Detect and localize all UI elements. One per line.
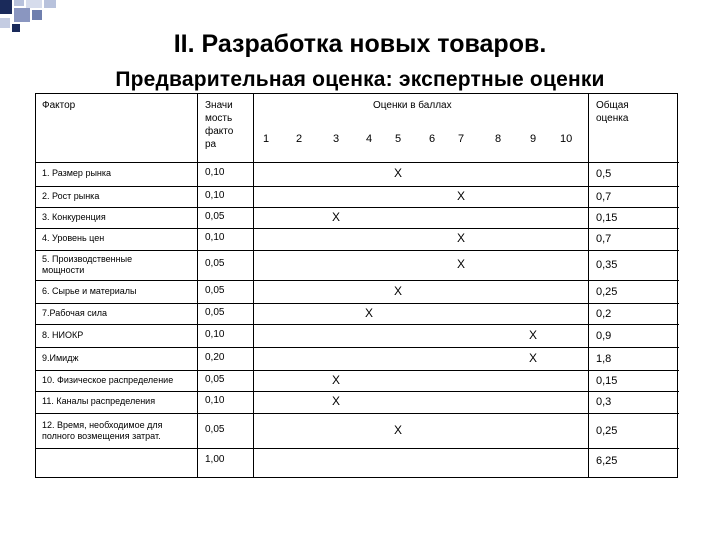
score-mark: X	[332, 373, 341, 387]
factor-label: 10. Физическое распределение	[42, 375, 174, 385]
header-scores: Оценки в баллах	[373, 100, 452, 111]
header-weight-line: ра	[205, 139, 217, 150]
row-divider	[36, 347, 679, 348]
weight-value: 0,10	[205, 190, 225, 201]
score-mark: X	[394, 166, 403, 180]
total-value: 0,7	[596, 233, 612, 245]
score-mark: X	[457, 189, 466, 203]
row-divider	[36, 303, 679, 304]
score-mark: X	[457, 231, 466, 245]
row-divider	[36, 186, 679, 187]
row-divider	[36, 448, 679, 449]
deco-square	[0, 0, 12, 14]
total-value: 0,25	[596, 286, 618, 298]
weight-value: 0,10	[205, 232, 225, 243]
score-number: 8	[495, 133, 502, 145]
header-weight-line: Значи	[205, 100, 233, 111]
deco-square	[14, 8, 30, 22]
factor-label: полного возмещения затрат.	[42, 431, 161, 441]
factor-label: 12. Время, необходимое для	[42, 420, 163, 430]
total-value: 0,35	[596, 259, 618, 271]
factor-label: 3. Конкуренция	[42, 212, 106, 222]
weight-value: 0,05	[205, 307, 225, 318]
row-divider	[36, 370, 679, 371]
weight-value: 0,05	[205, 211, 225, 222]
score-mark: X	[529, 351, 538, 365]
row-divider	[36, 280, 679, 281]
total-value: 0,25	[596, 425, 618, 437]
total-value: 0,15	[596, 375, 618, 387]
total-value: 0,2	[596, 308, 612, 320]
deco-square	[14, 0, 24, 6]
weight-value: 0,05	[205, 285, 225, 296]
score-mark: X	[332, 394, 341, 408]
weight-value: 0,05	[205, 424, 225, 435]
row-divider	[36, 391, 679, 392]
row-divider	[36, 207, 679, 208]
score-mark: X	[529, 328, 538, 342]
score-mark: X	[394, 284, 403, 298]
slide-subtitle: Предварительная оценка: экспертные оценки	[115, 68, 605, 91]
score-number: 2	[296, 133, 303, 145]
factor-label: 11. Каналы распределения	[42, 396, 156, 406]
weight-value: 0,05	[205, 258, 225, 269]
score-number: 6	[429, 133, 436, 145]
factor-label: 4. Уровень цен	[42, 233, 105, 243]
header-factor: Фактор	[42, 100, 76, 111]
score-number: 4	[366, 133, 373, 145]
total-value: 1,8	[596, 353, 612, 365]
header-total-line: Общая	[596, 100, 629, 111]
factor-label: 6. Сырье и материалы	[42, 286, 137, 296]
weight-value: 0,10	[205, 329, 225, 340]
score-mark: X	[365, 306, 374, 320]
score-number: 10	[560, 133, 573, 145]
weight-value: 0,20	[205, 352, 225, 363]
sum-total: 6,25	[596, 455, 618, 467]
column-divider	[253, 94, 254, 477]
total-value: 0,15	[596, 212, 618, 224]
score-number: 3	[333, 133, 340, 145]
weight-value: 0,10	[205, 395, 225, 406]
factor-label: 7.Рабочая сила	[42, 308, 108, 318]
factor-label: 1. Размер рынка	[42, 168, 112, 178]
weight-value: 0,05	[205, 374, 225, 385]
sum-weight: 1,00	[205, 454, 225, 465]
row-divider	[36, 162, 679, 163]
deco-square	[0, 18, 10, 28]
total-value: 0,3	[596, 396, 612, 408]
factor-label: 8. НИОКР	[42, 330, 84, 340]
row-divider	[36, 228, 679, 229]
score-mark: X	[457, 257, 466, 271]
deco-square	[32, 10, 42, 20]
column-divider	[588, 94, 589, 477]
score-number: 7	[458, 133, 465, 145]
score-number: 1	[263, 133, 270, 145]
header-total-line: оценка	[596, 113, 629, 124]
header-weight-line: факто	[205, 126, 234, 137]
weight-value: 0,10	[205, 167, 225, 178]
slide-title: II. Разработка новых товаров.	[173, 30, 547, 58]
total-value: 0,7	[596, 191, 612, 203]
score-number: 5	[395, 133, 402, 145]
factor-label: 5. Производственные	[42, 254, 133, 264]
expert-assessment-table	[35, 93, 678, 478]
row-divider	[36, 250, 679, 251]
row-divider	[36, 324, 679, 325]
deco-square	[44, 0, 56, 8]
row-divider	[36, 413, 679, 414]
score-mark: X	[394, 423, 403, 437]
total-value: 0,9	[596, 330, 612, 342]
score-number: 9	[530, 133, 537, 145]
header-weight-line: мость	[205, 113, 233, 124]
total-value: 0,5	[596, 168, 612, 180]
factor-label: 9.Имидж	[42, 353, 79, 363]
factor-label: 2. Рост рынка	[42, 191, 100, 201]
column-divider	[197, 94, 198, 477]
score-mark: X	[332, 210, 341, 224]
factor-label: мощности	[42, 265, 85, 275]
deco-square	[26, 0, 42, 8]
